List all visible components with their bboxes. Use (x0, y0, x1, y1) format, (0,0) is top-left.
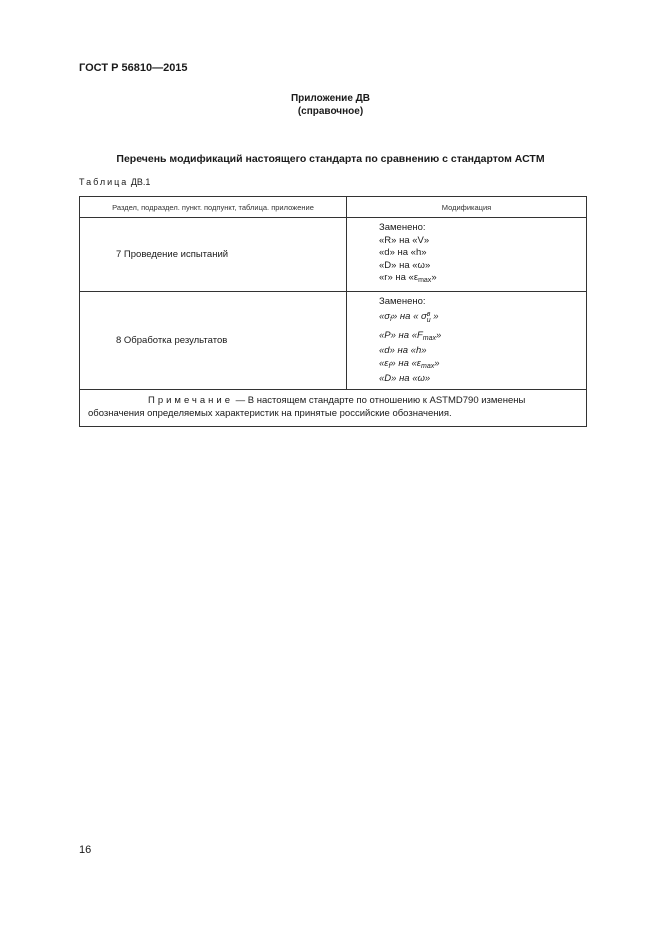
modifications-table (79, 196, 587, 427)
list-title: Перечень модификаций настоящего стандарта по сравнению с стандартом АСТМ (116, 153, 545, 165)
mod-line: «r» на «$\varepsilon_{max}$» (379, 272, 437, 284)
table-row (80, 218, 587, 292)
row-section: 7 Проведение испытаний (80, 218, 347, 292)
mod-line: «P» на «$F_{max}$» (379, 329, 442, 342)
row-modification (347, 291, 587, 389)
row-modification (347, 218, 587, 292)
mod-line: «R» на «V» (379, 234, 430, 246)
header-modification: Модификация (347, 197, 587, 218)
table-label-number: ДВ.1 (130, 177, 151, 187)
mod-line: «d» на «h» (379, 345, 427, 356)
note-label: Примечание (148, 394, 233, 406)
table-label-word: Таблица (79, 177, 129, 187)
table-note (80, 389, 587, 426)
table-note-row (80, 389, 587, 426)
table-header-row (80, 197, 587, 218)
mod-line: «$\varepsilon_f$» на «$\varepsilon_{max}$» (379, 357, 440, 370)
mod-line: «$\sigma_f$» на « σ в и » (379, 311, 439, 324)
mod-line: «D» на «ω» (379, 259, 431, 271)
appendix-title: Приложение ДВ (290, 93, 371, 104)
mod-title: Заменено: (379, 295, 426, 307)
row-section: 8 Обработка результатов (80, 291, 347, 389)
page-number: 16 (79, 844, 92, 856)
appendix-subtitle: (справочное) (297, 106, 364, 117)
mod-title: Заменено: (379, 222, 426, 233)
appendix-heading (0, 92, 661, 118)
header-section: Раздел, подраздел. пункт. подпункт, таблица. приложение (80, 197, 347, 218)
table-row (80, 291, 587, 389)
mod-line: «d» на «h» (379, 247, 427, 258)
table-label (79, 177, 150, 187)
note-text: — В настоящем стандарте по отношению к ASTMD790 изменены обозначения определяемых характеристик на принятые российские обозначения. (88, 394, 526, 419)
mod-line: «D» на «ω» (379, 373, 431, 384)
document-code: ГОСТ Р 56810—2015 (79, 62, 188, 74)
